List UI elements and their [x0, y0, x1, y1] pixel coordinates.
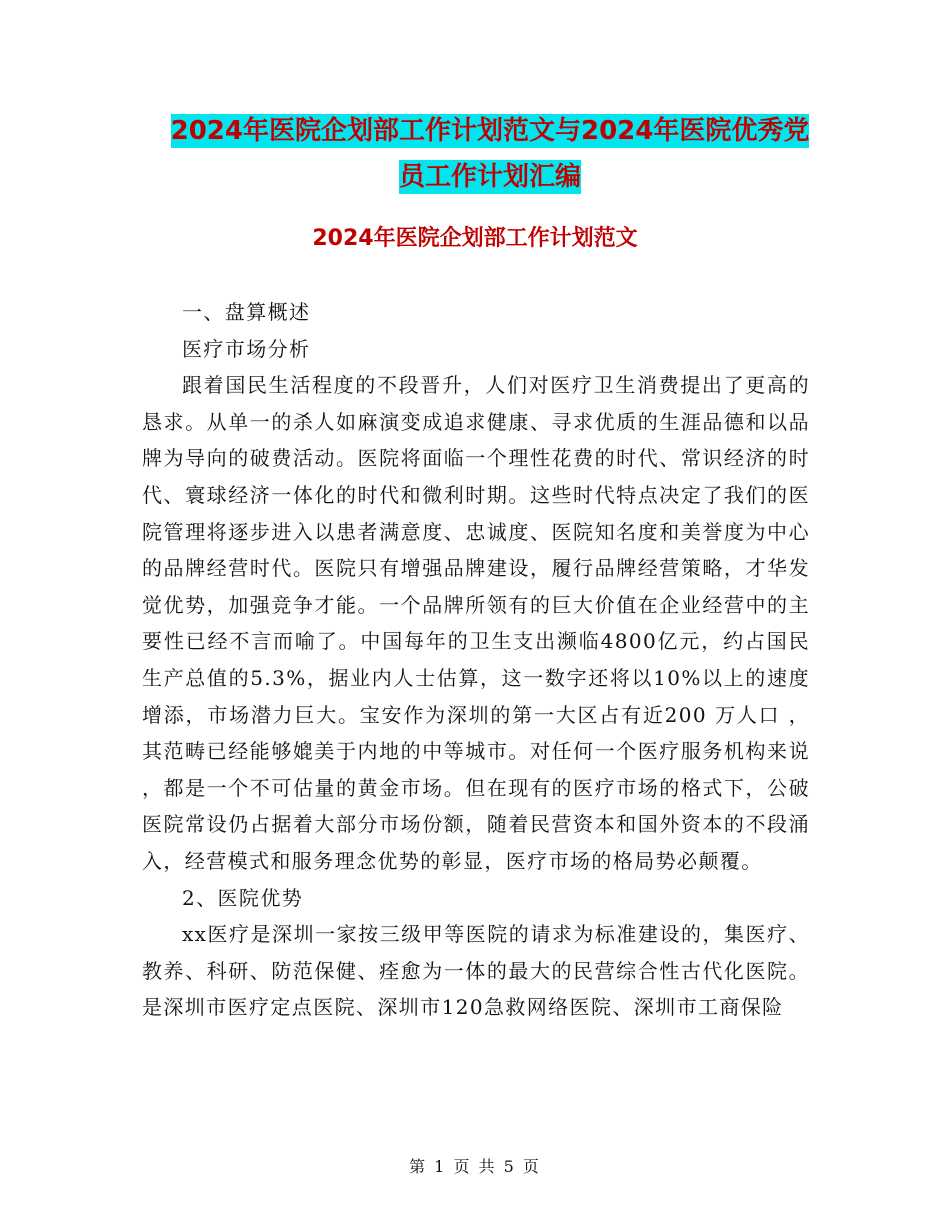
section1-subheading: 医疗市场分析	[182, 336, 311, 361]
page-footer: 第 1 页 共 5 页	[409, 1157, 541, 1176]
document-title-line1: 2024年医院企划部工作计划范文与2024年医院优秀党	[170, 116, 810, 146]
document-title-line2: 员工作计划汇编	[398, 162, 581, 192]
section2-heading: 2、医院优势	[182, 885, 304, 910]
section-title: 2024年医院企划部工作计划范文	[312, 226, 638, 251]
document-body	[142, 294, 810, 1026]
paragraph-hospital-advantage: xx医疗是深圳一家按三级甲等医院的请求为标准建设的，集医疗、教养、科研、防范保健、痊愈为一体的最大的民营综合性古代化医院。是深圳市医疗定点医院、深圳市120急救网络医院、深圳市工商保险	[142, 922, 810, 1020]
document-title	[140, 108, 840, 200]
paragraph-market-analysis: 跟着国民生活程度的不段晋升，人们对医疗卫生消费提出了更高的恳求。从单一的杀人如麻演变成追求健康、寻求优质的生涯品德和以品牌为导向的破费活动。医院将面临一个理性花费的时代、常识经济的时代、寰球经济一体化的时代和微利时期。这些时代特点决定了我们的医院管理将逐步进入以患者满意度、忠诚度、医院知名度和美誉度为中心的品牌经营时代。医院只有增强品牌建设，履行品牌经营策略，才华发觉优势，加强竞争才能。一个品牌所领有的巨大价值在企业经营中的主要性已经不言而喻了。中国每年的卫生支出濒临4800亿元，约占国民生产总值的5.3%，据业内人士估算，这一数字还将以10%以上的速度增添，市场潜力巨大。宝安作为深圳的第一大区占有近200 万人口 ，其范畴已经能够媲美于内地的中等城市。对任何一个医疗服务机构来说 ，都是一个不可估量的黄金市场。但在现有的医疗市场的格式下，公破医院常设仍占据着大部分市场份额，随着民营资本和国外资本的不段涌入，经营模式和服务理念优势的彰显，医疗市场的格局势必颠覆。	[142, 373, 810, 873]
section1-heading: 一、盘算概述	[182, 300, 311, 324]
